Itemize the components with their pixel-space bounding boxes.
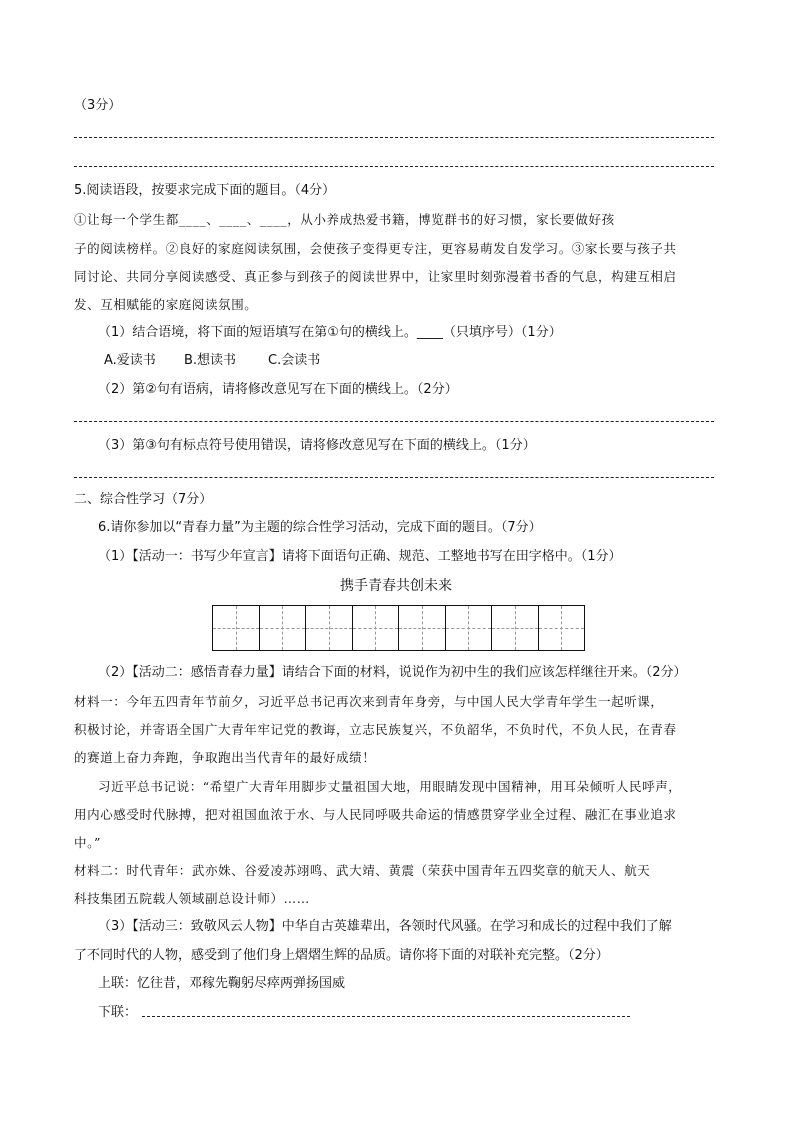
answer-line[interactable]: [74, 477, 714, 478]
grid-cell[interactable]: [306, 605, 353, 651]
couplet-lower-label: 下联：: [98, 1005, 138, 1020]
material-line: 习近平总书记说：“希望广大青年用脚步丈量祖国大地，用眼睛发现中国精神，用耳朵倾听人民呼声，: [98, 779, 682, 794]
q6-title: 6.请你参加以“青春力量”为主题的综合性学习活动，完成下面的题目。（7分）: [98, 520, 542, 535]
q5-sub3: （3）第③句有标点符号使用错误，请将修改意见写在下面的横线上。（1分）: [98, 438, 536, 453]
answer-line[interactable]: [74, 166, 714, 167]
material-line: 材料二：时代青年：武亦姝、谷爱凌苏翊鸣、武大靖、黄震（荣获中国青年五四奖章的航天人、航天: [74, 863, 651, 878]
tianzige-grid[interactable]: [212, 605, 585, 651]
couplet-upper: 上联：忆往昔，邓稼先鞠躬尽瘁两弹扬国威: [98, 976, 346, 991]
q5-sub2: （2）第②句有语病，请将修改意见写在下面的横线上。（2分）: [98, 382, 458, 397]
material-line: 的赛道上奋力奔跑，争取跑出当代青年的最好成绩！: [74, 750, 376, 765]
answer-line[interactable]: [74, 421, 714, 422]
material-line: 科技集团五院载人领域副总设计师）……: [74, 891, 310, 906]
q5-option-c: C.会读书: [268, 353, 321, 368]
q6-activity3-cont: 了不同时代的人物，感受到了他们身上熠熠生辉的品质。请你将下面的对联补充完整。（2分）: [74, 948, 609, 963]
grid-cell[interactable]: [492, 605, 539, 651]
material-line: 中。”: [74, 835, 101, 850]
grid-cell[interactable]: [353, 605, 400, 651]
grid-cell[interactable]: [213, 605, 260, 651]
q5-passage-line: 发、互相赋能的家庭阅读氛围。: [74, 297, 258, 312]
material-line: 积极讨论，并寄语全国广大青年牢记党的教诲，立志民族复兴，不负韶华，不负时代，不负人民，在青春: [74, 722, 677, 737]
slogan: 携手青春共创未来: [340, 578, 452, 594]
q5-option-b: B.想读书: [184, 353, 237, 368]
q5-passage-line: 子的阅读榜样。②良好的家庭阅读氛围，会使孩子变得更专注，更容易萌发自发学习。③家长要与孩子共: [74, 241, 677, 256]
score-label: （3分）: [74, 98, 122, 113]
couplet-answer-line[interactable]: [142, 1016, 630, 1017]
q5-option-a: A.爱读书: [104, 353, 156, 368]
q5-passage-line: 同讨论、共同分享阅读感受、真正参与到孩子的阅读世界中，让家里时刻弥漫着书香的气息，构建互相启: [74, 269, 677, 284]
q6-activity2: （2）【活动二：感悟青春力量】请结合下面的材料，说说作为初中生的我们应该怎样继往开来。（2分）: [98, 665, 687, 680]
q6-activity1: （1）【活动一：书写少年宣言】请将下面语句正确、规范、工整地书写在田字格中。（1分）: [98, 549, 622, 564]
q5-sub1: （1）结合语境，将下面的短语填写在第①句的横线上。____（只填序号）（1分）: [98, 325, 562, 340]
q5-title: 5.阅读语段，按要求完成下面的题目。（4分）: [74, 183, 336, 198]
q5-passage-line: ①让每一个学生都____、____、____，从小养成热爱书籍，博览群书的好习惯，家长要做好孩: [74, 212, 615, 227]
grid-cell[interactable]: [399, 605, 446, 651]
q6-activity3: （3）【活动三：致敬风云人物】中华自古英雄辈出，各领时代风骚。在学习和成长的过程中我们了解: [98, 919, 672, 934]
grid-cell[interactable]: [446, 605, 493, 651]
grid-cell[interactable]: [539, 605, 586, 651]
material-line: 用内心感受时代脉搏，把对祖国血浓于水、与人民同呼吸共命运的情感贯穿学业全过程、融汇在事业追求: [74, 807, 677, 822]
section-heading: 二、综合性学习（7分）: [74, 492, 213, 507]
grid-cell[interactable]: [260, 605, 307, 651]
answer-line[interactable]: [74, 137, 714, 138]
material-line: 材料一：今年五四青年节前夕，习近平总书记再次来到青年身旁，与中国人民大学青年学生一起听课，: [74, 694, 664, 709]
